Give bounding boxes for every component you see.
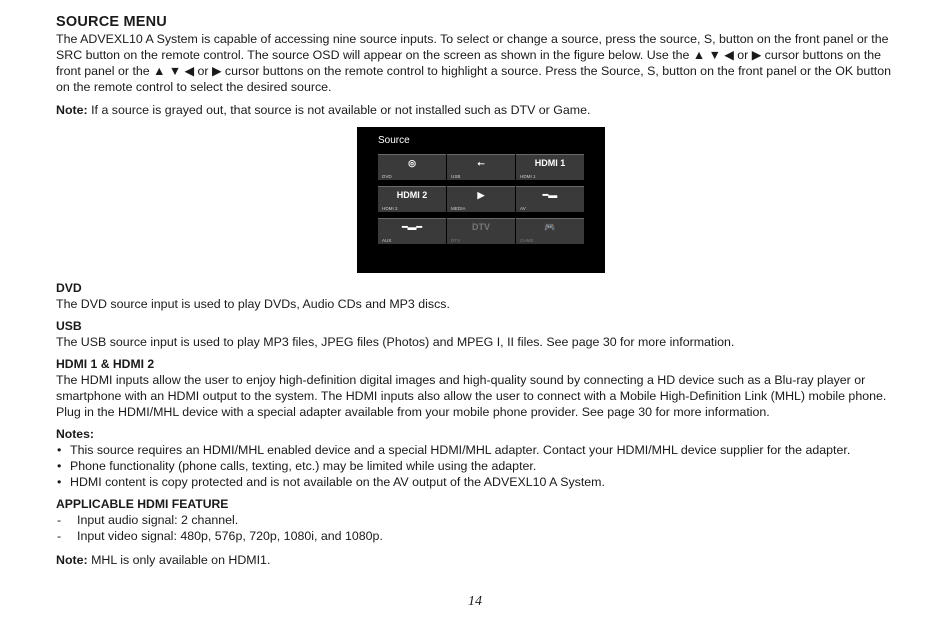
- source-tile-label: AV: [520, 206, 526, 211]
- notes-list: [56, 442, 906, 490]
- source-tile-label: DVD: [382, 174, 392, 179]
- note-label: Note:: [56, 553, 88, 567]
- play-icon: ▶: [477, 190, 485, 200]
- source-tile-hdmi-2[interactable]: [378, 186, 446, 212]
- source-tile-label: AUX: [382, 238, 392, 243]
- source-tile-dtv[interactable]: [447, 218, 515, 244]
- notes-section: [56, 427, 906, 490]
- source-tile-label: GAME: [520, 238, 534, 243]
- feature-heading: APPLICABLE HDMI FEATURE: [56, 497, 229, 511]
- hdmi-icon: HDMI 2: [396, 190, 428, 200]
- manual-page: [56, 14, 906, 568]
- disc-icon: ◎: [408, 158, 416, 168]
- dvd-section: [56, 281, 906, 312]
- grayed-out-note: [56, 102, 906, 118]
- hdmi-feature-section: [56, 497, 906, 544]
- list-item: - Input video signal: 480p, 576p, 720p, 1080i, and 1080p.: [56, 528, 906, 544]
- hdmi-section: [56, 357, 906, 420]
- source-tile-hdmi-1[interactable]: [516, 154, 584, 180]
- list-item: • Phone functionality (phone calls, texting, etc.) may be limited while using the adapter.: [56, 458, 906, 474]
- hdmi-text: The HDMI inputs allow the user to enjoy high-definition digital images and high-quality sound by connecting a HD device such as a Blu-ray player or smartphone with an HDMI output to the system. The HDMI inputs also allow the user to connect with a Mobile High-Definition Link (MHL) mobile phone. Plug in the HDMI/MHL device with a special adapter available from your mobile phone provider. See page 30 for more information.: [56, 373, 887, 419]
- mhl-note: [56, 552, 906, 568]
- list-item: • HDMI content is copy protected and is not available on the AV output of the ADVEXL10 A System.: [56, 474, 906, 490]
- section-heading: SOURCE MENU: [56, 14, 167, 30]
- source-tile-usb[interactable]: [447, 154, 515, 180]
- note-text: MHL is only available on HDMI1.: [87, 553, 271, 567]
- dvd-heading: DVD: [56, 281, 82, 295]
- feature-list: [56, 512, 906, 544]
- source-tile-game[interactable]: [516, 218, 584, 244]
- hdmi-heading: HDMI 1 & HDMI 2: [56, 357, 155, 371]
- gamepad-icon: 🎮: [544, 222, 556, 232]
- osd-title: Source: [378, 135, 410, 146]
- source-tile-dvd[interactable]: [378, 154, 446, 180]
- usb-text: The USB source input is used to play MP3 files, JPEG files (Photos) and MPEG I, II files. See page 30 for more information.: [56, 335, 735, 349]
- list-item: • This source requires an HDMI/MHL enabled device and a special HDMI/MHL adapter. Contact your HDMI/MHL device supplier for the adapter.: [56, 442, 906, 458]
- hdmi-icon: HDMI 1: [534, 158, 566, 168]
- note-text: If a source is grayed out, that source is not available or not installed such as DTV or Game.: [87, 103, 591, 117]
- source-tile-label: DTV: [451, 238, 461, 243]
- source-tile-media[interactable]: [447, 186, 515, 212]
- usb-heading: USB: [56, 319, 82, 333]
- intro-paragraph: The ADVEXL10 A System is capable of accessing nine source inputs. To select or change a source, press the source, S, button on the front panel or the SRC button on the remote control. The source OSD will appear on the screen as shown in the figure below. Use the ▲ ▼ ◀ or ▶ cursor buttons on the front panel or the ▲ ▼ ◀ or ▶ cursor buttons on the remote control to highlight a source. Press the Source, S, button on the front panel or the OK button on the remote control to select the desired source.: [56, 32, 891, 94]
- usb-icon: ⭠: [477, 158, 485, 168]
- source-tile-label: HDMI 2: [382, 206, 398, 211]
- av-cable-icon: ━▬: [542, 190, 558, 200]
- source-tile-label: HDMI 1: [520, 174, 536, 179]
- source-tile-av[interactable]: [516, 186, 584, 212]
- tv-icon: DTV: [472, 222, 490, 232]
- source-tile-label: USB: [451, 174, 461, 179]
- note-label: Note:: [56, 103, 88, 117]
- notes-heading: Notes:: [56, 427, 94, 441]
- usb-section: [56, 319, 906, 350]
- source-tile-aux[interactable]: [378, 218, 446, 244]
- dvd-text: The DVD source input is used to play DVDs, Audio CDs and MP3 discs.: [56, 297, 450, 311]
- list-item: - Input audio signal: 2 channel.: [56, 512, 906, 528]
- source-tile-label: MEDIA: [451, 206, 466, 211]
- aux-cable-icon: ━▬━: [402, 222, 422, 232]
- page-number: 14: [468, 594, 482, 609]
- source-osd-figure: [357, 127, 605, 273]
